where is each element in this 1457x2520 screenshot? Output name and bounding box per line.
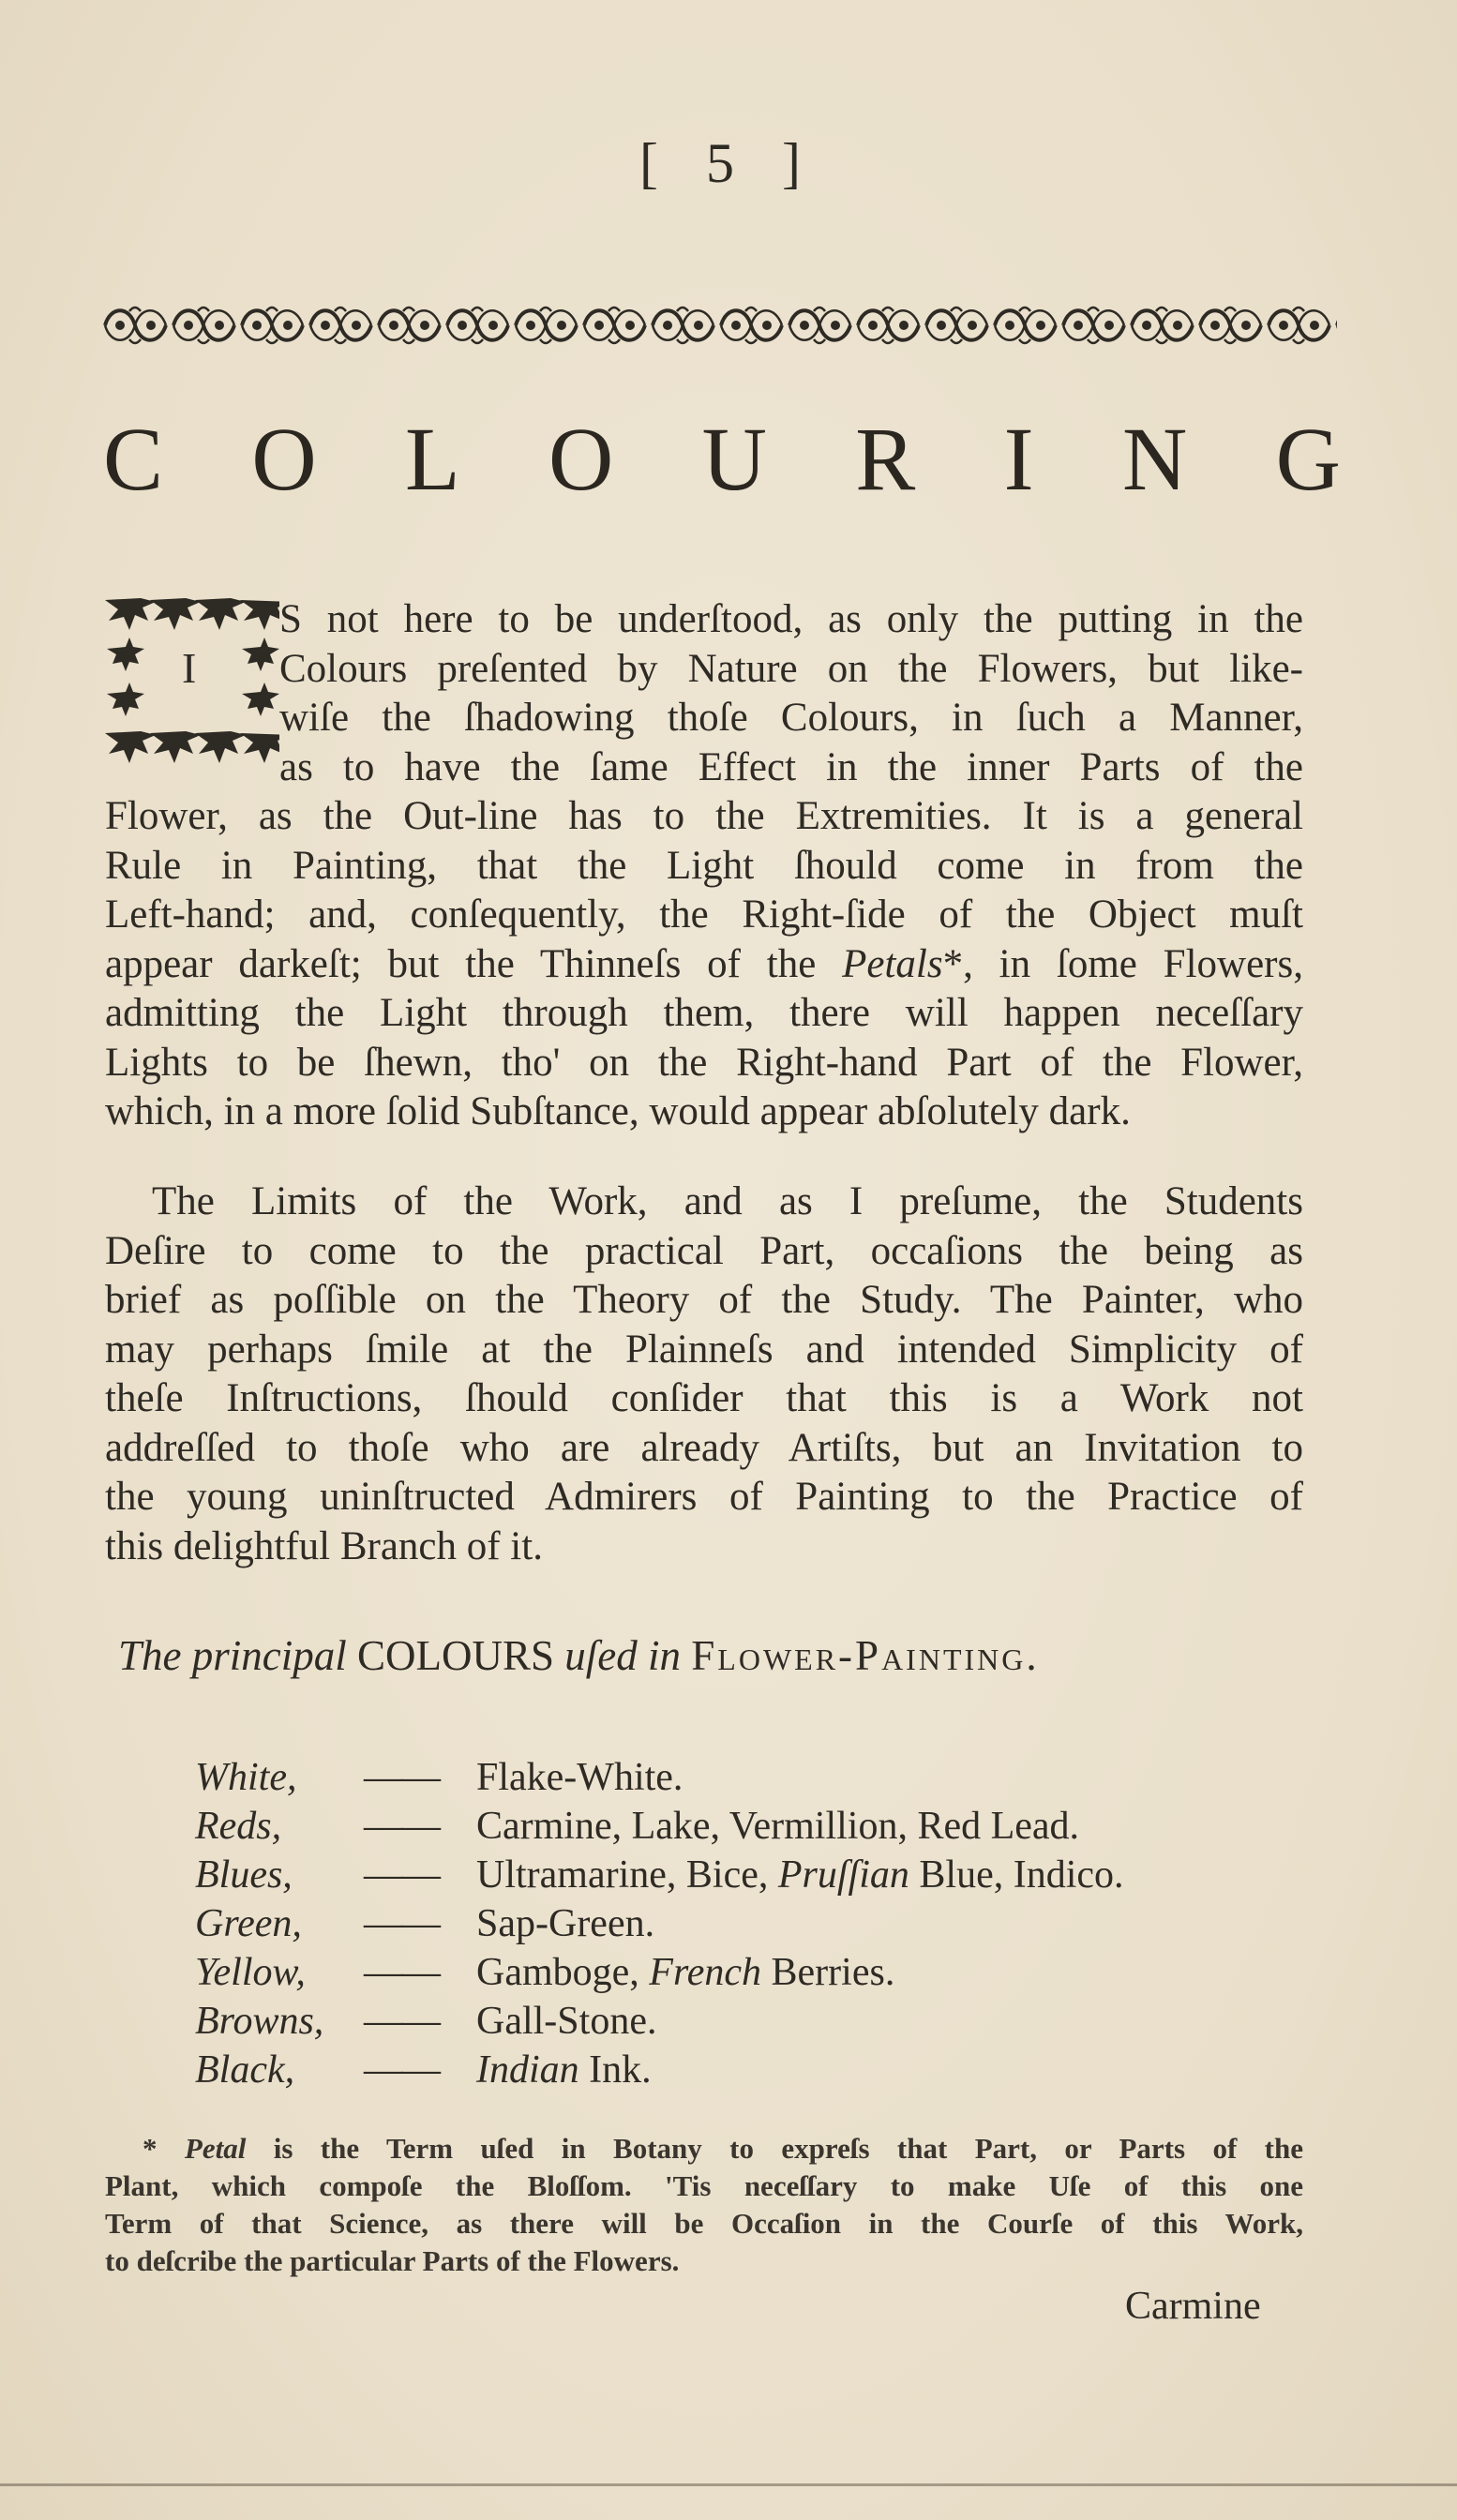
text-run: *, in ſome Flowers, (942, 941, 1303, 986)
text-line: this delightful Branch of it. (105, 1523, 543, 1568)
colour-name: Browns, (195, 2000, 324, 2043)
paragraph-1-opening (279, 595, 1303, 792)
colour-row (195, 1852, 1320, 1901)
text-line: admitting the Light through them, there will happen neceſſary (105, 991, 1303, 1035)
colour-row (195, 1950, 1320, 1999)
colour-value: Flake-White. (476, 1756, 683, 1799)
colour-row (195, 1999, 1320, 2048)
footnote-run: is the Term uſed in Botany to expreſs that Part, or Parts of the (246, 2132, 1304, 2165)
value-run: Berries. (761, 1951, 895, 1994)
value-run-italic: Pruſſian (777, 1853, 909, 1897)
colour-row (195, 1804, 1320, 1852)
paragraph-1 (105, 792, 1303, 1137)
text-line: Lights to be ſhewn, tho' on the Right-hand Part of the Flower, (105, 1040, 1303, 1085)
heading-letter: R (855, 409, 916, 509)
text-line: wiſe the ſhadowing thoſe Colours, in ſuch a Manner, (279, 696, 1303, 740)
colour-name: Blues, (195, 1853, 293, 1897)
colour-row (195, 2048, 1320, 2096)
colour-value (476, 2048, 1320, 2092)
title-run: COLOURS (357, 1632, 565, 1679)
text-line (105, 940, 1303, 990)
footnote-term: Petal (184, 2132, 247, 2165)
heading-letter: I (1003, 409, 1034, 509)
footnote-mark: * (143, 2132, 185, 2165)
colour-name: White, (195, 1756, 297, 1799)
text-line: theſe Inſtructions, ſhould conſider that this is a Work not (105, 1376, 1303, 1420)
colour-value: Carmine, Lake, Vermillion, Red Lead. (476, 1805, 1080, 1848)
drop-cap-letter: I (182, 644, 197, 692)
colour-value: Sap-Green. (476, 1902, 655, 1945)
text-line: Flower, as the Out-line has to the Extremities. It is a general (105, 794, 1303, 838)
text-line: the young uninſtructed Admirers of Painting to the Practice of (105, 1475, 1303, 1519)
colour-dash: —— (364, 1853, 439, 1897)
title-run: The principal (118, 1632, 357, 1679)
colour-name: Green, (195, 1902, 302, 1945)
text-line: The Limits of the Work, and as I preſume, the Students (152, 1179, 1303, 1223)
footnote-line: to deſcribe the particular Parts of the Flowers. (105, 2244, 680, 2277)
text-line: addreſſed to thoſe who are already Artiſts, but an Invitation to (105, 1425, 1303, 1470)
chapter-heading (103, 409, 1341, 509)
ornamental-drop-cap (101, 592, 279, 769)
text-run: appear darkeſt; but the Thinneſs of the (105, 941, 843, 986)
text-line: S not here to be underſtood, as only the putting in the (279, 597, 1303, 641)
colour-name: Reds, (195, 1805, 282, 1848)
heading-letter: O (548, 409, 614, 509)
ornamental-border (101, 298, 1337, 352)
colour-dash: —— (364, 1756, 439, 1799)
colour-name: Yellow, (195, 1951, 306, 1994)
value-run: Gamboge, (476, 1951, 650, 1994)
title-run: uſed in (564, 1632, 692, 1679)
text-line: brief as poſſible on the Theory of the Study. The Painter, who (105, 1278, 1303, 1322)
text-line: which, in a more ſolid Subſtance, would appear abſolutely dark. (105, 1089, 1131, 1133)
value-run: Ink. (578, 2048, 652, 2092)
colour-list (195, 1755, 1320, 2096)
colour-dash: —— (364, 2000, 439, 2043)
footnote (105, 2130, 1303, 2280)
colour-dash: —— (364, 1951, 439, 1994)
footnote-line: Plant, which compoſe the Bloſſom. 'Tis neceſſary to make Uſe of this one (105, 2169, 1303, 2202)
text-line: Colours preſented by Nature on the Flowers, but like- (279, 646, 1303, 691)
heading-letter: O (251, 409, 317, 509)
heading-letter: U (701, 409, 767, 509)
page-number: [ 5 ] (639, 132, 818, 194)
colours-section-title (118, 1631, 1318, 1680)
colour-name: Black, (195, 2048, 295, 2092)
heading-letter: C (103, 409, 164, 509)
colour-row (195, 1755, 1320, 1804)
heading-letter: L (405, 409, 460, 509)
heading-letter: N (1121, 409, 1188, 509)
value-run: Blue, Indico. (909, 1853, 1124, 1897)
text-line: Left-hand; and, conſequently, the Right-ſide of the Object muſt (105, 892, 1303, 937)
text-line: may perhaps ſmile at the Plainneſs and intended Simplicity of (105, 1327, 1303, 1372)
footnote-line (105, 2130, 1303, 2168)
text-line: Rule in Painting, that the Light ſhould come in from the (105, 843, 1303, 888)
value-run-italic: French (649, 1951, 762, 1994)
page-edge (0, 2483, 1457, 2486)
colour-dash: —— (364, 1805, 439, 1848)
text-line: as to have the ſame Effect in the inner Parts of the (279, 744, 1303, 789)
title-run: Flower-Painting. (691, 1632, 1040, 1679)
colour-dash: —— (364, 2048, 439, 2092)
catchword: Carmine (1125, 2285, 1261, 2328)
paragraph-2 (105, 1178, 1303, 1571)
colour-value (476, 1852, 1320, 1898)
colour-value (476, 1950, 1320, 1995)
value-run-italic: Indian (476, 2048, 579, 2092)
petals-term: Petals (842, 941, 943, 986)
text-line: Deſire to come to the practical Part, occaſions the being as (105, 1228, 1303, 1273)
colour-dash: —— (364, 1902, 439, 1945)
colour-value: Gall-Stone. (476, 2000, 657, 2043)
footnote-line: Term of that Science, as there will be Occaſion in the Courſe of this Work, (105, 2207, 1303, 2240)
colour-row (195, 1901, 1320, 1950)
value-run: Ultramarine, Bice, (476, 1853, 778, 1897)
heading-letter: G (1275, 409, 1341, 509)
